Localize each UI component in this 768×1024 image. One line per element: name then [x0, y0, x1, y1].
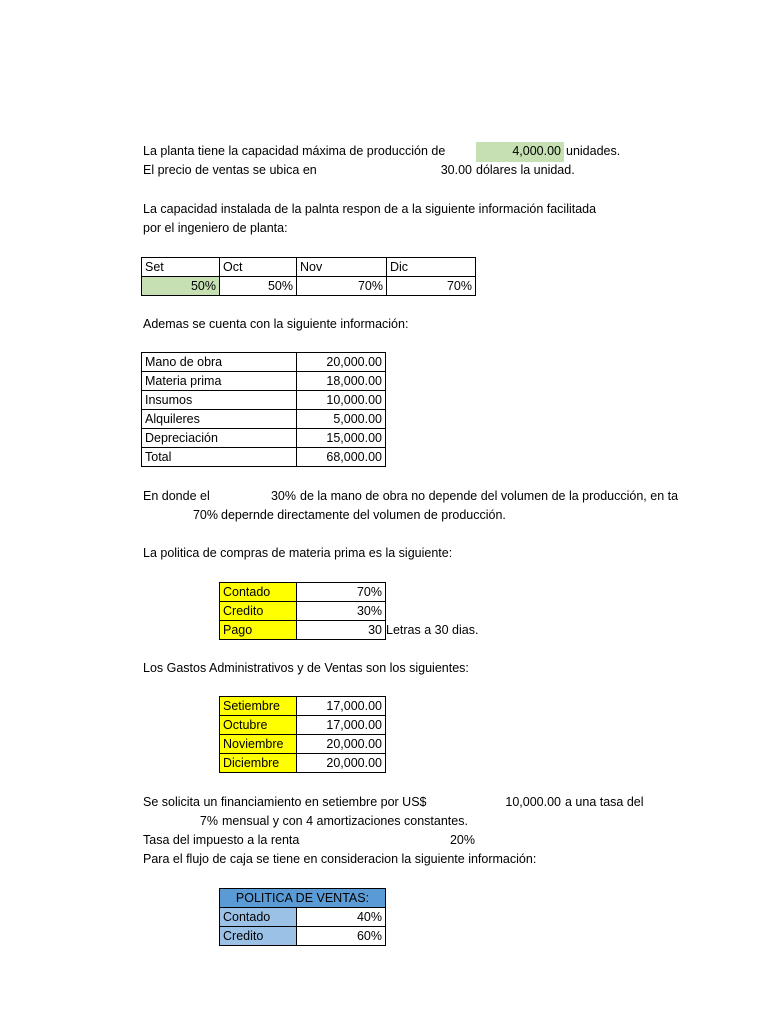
value-cell-nov[interactable]: 70% — [296, 276, 387, 296]
sales-label-cell[interactable]: Credito — [219, 926, 297, 946]
cost-total-value-cell[interactable]: 68,000.00 — [296, 447, 386, 467]
financing-rate-text: a una tasa del — [565, 795, 644, 809]
header-cell-dic[interactable]: Dic — [386, 257, 476, 277]
value-cell-dic[interactable]: 70% — [386, 276, 476, 296]
cost-label-cell[interactable]: Alquileres — [141, 409, 297, 429]
price-value-cell[interactable]: 30.00 — [440, 163, 472, 177]
header-cell-oct[interactable]: Oct — [219, 257, 297, 277]
purchase-label-cell[interactable]: Contado — [219, 582, 297, 602]
cost-label-cell[interactable]: Mano de obra — [141, 352, 297, 372]
capacity-value-cell[interactable]: 4,000.00 — [476, 142, 564, 162]
admin-month-cell[interactable]: Setiembre — [219, 696, 297, 716]
capacity-info-text: La capacidad instalada de la palnta respon de a la siguiente información facilitada — [143, 202, 597, 216]
sales-policy-title-cell[interactable]: POLITICA DE VENTAS: — [219, 888, 386, 908]
header-cell-set[interactable]: Set — [141, 257, 220, 277]
financing-text: Se solicita un financiamiento en setiembre por US$ — [143, 795, 427, 809]
admin-month-cell[interactable]: Diciembre — [219, 753, 297, 773]
sales-value-cell[interactable]: 40% — [296, 907, 386, 927]
purchase-value-cell[interactable]: 30% — [296, 601, 386, 621]
financing-amount-cell[interactable]: 10,000.00 — [505, 795, 561, 809]
capacity-unit: unidades. — [566, 144, 621, 158]
purchase-note: Letras a 30 dias. — [386, 623, 479, 637]
labor-fixed-pct-cell[interactable]: 30% — [270, 489, 296, 503]
engineer-text: por el ingeniero de planta: — [143, 221, 288, 235]
sales-label-cell[interactable]: Contado — [219, 907, 297, 927]
admin-intro: Los Gastos Administrativos y de Ventas son los siguientes: — [143, 661, 469, 675]
admin-value-cell[interactable]: 17,000.00 — [296, 715, 386, 735]
tax-label: Tasa del impuesto a la renta — [143, 833, 300, 847]
purchase-label-cell[interactable]: Credito — [219, 601, 297, 621]
cashflow-text: Para el flujo de caja se tiene en consideracion la siguiente información: — [143, 852, 537, 866]
labor-variable-pct-cell[interactable]: 70% — [192, 508, 218, 522]
purchase-value-cell[interactable]: 70% — [296, 582, 386, 602]
capacity-text: La planta tiene la capacidad máxima de producción de — [143, 144, 446, 158]
admin-value-cell[interactable]: 20,000.00 — [296, 734, 386, 754]
sales-value-cell[interactable]: 60% — [296, 926, 386, 946]
cost-value-cell[interactable]: 10,000.00 — [296, 390, 386, 410]
cost-label-cell[interactable]: Depreciación — [141, 428, 297, 448]
cost-value-cell[interactable]: 18,000.00 — [296, 371, 386, 391]
admin-month-cell[interactable]: Octubre — [219, 715, 297, 735]
value-cell-set[interactable]: 50% — [141, 276, 220, 296]
header-cell-nov[interactable]: Nov — [296, 257, 387, 277]
price-unit: dólares la unidad. — [476, 163, 575, 177]
purchase-label-cell[interactable]: Pago — [219, 620, 297, 640]
purchase-value-cell[interactable]: 30 — [296, 620, 386, 640]
labor-variable-text: depernde directamente del volumen de producción. — [221, 508, 506, 522]
admin-value-cell[interactable]: 17,000.00 — [296, 696, 386, 716]
cost-total-label-cell[interactable]: Total — [141, 447, 297, 467]
cost-value-cell[interactable]: 15,000.00 — [296, 428, 386, 448]
cost-label-cell[interactable]: Insumos — [141, 390, 297, 410]
tax-value-cell[interactable]: 20% — [449, 833, 475, 847]
labor-prefix: En donde el — [143, 489, 210, 503]
cost-label-cell[interactable]: Materia prima — [141, 371, 297, 391]
value-cell-oct[interactable]: 50% — [219, 276, 297, 296]
labor-fixed-text: de la mano de obra no depende del volumen de la producción, en ta — [300, 489, 679, 503]
financing-terms-text: mensual y con 4 amortizaciones constantes. — [222, 814, 468, 828]
financing-rate-cell[interactable]: 7% — [199, 814, 218, 828]
admin-value-cell[interactable]: 20,000.00 — [296, 753, 386, 773]
purchase-intro: La politica de compras de materia prima es la siguiente: — [143, 546, 453, 560]
costs-intro: Ademas se cuenta con la siguiente información: — [143, 317, 409, 331]
price-text: El precio de ventas se ubica en — [143, 163, 317, 177]
cost-value-cell[interactable]: 5,000.00 — [296, 409, 386, 429]
cost-value-cell[interactable]: 20,000.00 — [296, 352, 386, 372]
admin-month-cell[interactable]: Noviembre — [219, 734, 297, 754]
